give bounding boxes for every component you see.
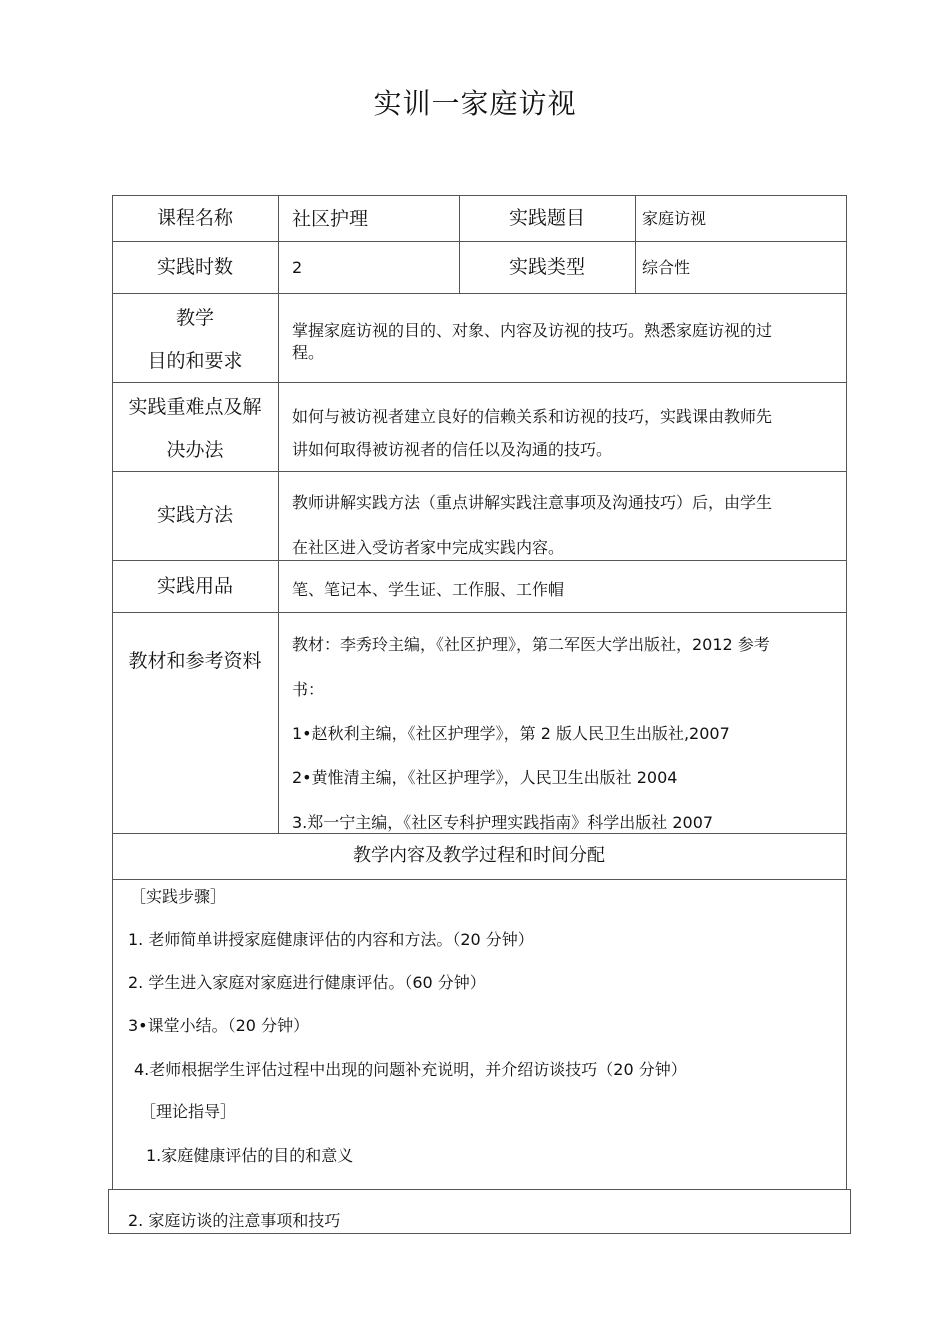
- ref-line: 书：: [292, 680, 325, 699]
- goal-label-line2: 目的和要求: [147, 350, 243, 372]
- type-value: 综合性: [642, 258, 691, 277]
- content-line: 2. 学生进入家庭对家庭进行健康评估。（60 分钟）: [128, 973, 486, 992]
- key-value-line2: 讲如何取得被访视者的信任以及沟通的技巧。: [292, 440, 613, 459]
- bottom-line: 2. 家庭访谈的注意事项和技巧: [128, 1211, 341, 1230]
- key-label-line2: 决办法: [166, 439, 224, 461]
- goal-value-line1: 掌握家庭访视的目的、对象、内容及访视的技巧。熟悉家庭访视的过: [292, 321, 773, 340]
- ref-line: 教材：李秀玲主编，《社区护理》，第二军医大学出版社，2012 参考: [292, 635, 770, 654]
- ref-line: 2•黄惟清主编，《社区护理学》，人民卫生出版社 2004: [292, 768, 678, 787]
- hours-value: 2: [292, 258, 303, 277]
- hours-label: 实践时数: [156, 255, 233, 278]
- page-title: 实训一家庭访视: [373, 87, 577, 120]
- method-value-line1: 教师讲解实践方法（重点讲解实践注意事项及沟通技巧）后，由学生: [292, 493, 773, 512]
- key-value-line1: 如何与被访视者建立良好的信赖关系和访视的技巧，实践课由教师先: [292, 407, 773, 426]
- type-label: 实践类型: [508, 255, 585, 278]
- topic-value: 家庭访视: [642, 209, 707, 228]
- supplies-value: 笔、笔记本、学生证、工作服、工作帽: [292, 580, 565, 599]
- key-label-line1: 实践重难点及解: [128, 396, 262, 418]
- content-line: ［理论指导］: [140, 1102, 237, 1121]
- course-value: 社区护理: [292, 208, 369, 230]
- ref-line: 1•赵秋利主编，《社区护理学》，第 2 版人民卫生出版社,2007: [292, 724, 730, 743]
- ref-label: 教材和参考资料: [128, 650, 262, 672]
- course-label: 课程名称: [156, 206, 233, 229]
- method-value-line2: 在社区进入受访者家中完成实践内容。: [292, 538, 565, 557]
- content-line: 3•课堂小结。（20 分钟）: [128, 1016, 310, 1035]
- goal-label-line1: 教学: [175, 307, 214, 329]
- goal-value-line2: 程。: [292, 343, 325, 362]
- topic-label: 实践题目: [508, 206, 585, 229]
- supplies-label: 实践用品: [156, 574, 233, 597]
- section-header: 教学内容及教学过程和时间分配: [353, 845, 605, 867]
- content-line: 1.家庭健康评估的目的和意义: [146, 1146, 354, 1165]
- content-line: ［实践步骤］: [130, 887, 227, 906]
- content-line: 1. 老师简单讲授家庭健康评估的内容和方法。（20 分钟）: [128, 930, 534, 949]
- method-label: 实践方法: [156, 504, 233, 527]
- content-line: 4.老师根据学生评估过程中出现的问题补充说明，并介绍访谈技巧（20 分钟）: [134, 1060, 687, 1079]
- ref-line: 3.郑一宁主编，《社区专科护理实践指南》科学出版社 2007: [292, 813, 714, 832]
